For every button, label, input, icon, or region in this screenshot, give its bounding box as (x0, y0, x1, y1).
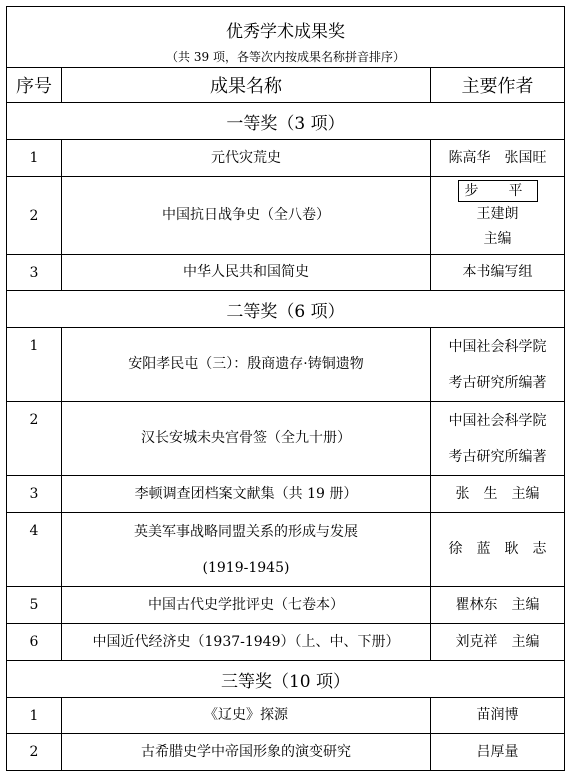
table-row (7, 140, 564, 177)
row-index: 6 (7, 624, 62, 660)
row-title: 元代灾荒史 (62, 140, 431, 176)
table-row (7, 513, 564, 587)
author-line: 主编 (483, 230, 512, 247)
col-header-name: 成果名称 (62, 68, 431, 102)
row-author: 徐 蓝 耿 志 (448, 541, 547, 557)
column-header-row (7, 68, 564, 103)
author-line: 王建朗 (476, 205, 519, 222)
row-title: 安阳孝民屯（三）：殷商遗存·铸铜遗物 (62, 328, 431, 401)
section-label: 二等奖（6 项） (226, 301, 345, 322)
table-row (7, 698, 564, 734)
table-row (7, 587, 564, 624)
table-row (7, 402, 564, 476)
section-header (7, 661, 564, 698)
row-author (431, 328, 564, 401)
col-header-author: 主要作者 (461, 76, 534, 97)
section-label: 三等奖（10 项） (220, 671, 351, 692)
table-title-row (7, 7, 564, 68)
author-line: 考古研究所编著 (448, 448, 547, 465)
row-title: 汉长安城未央宫骨签（全九十册） (62, 402, 431, 475)
row-index: 3 (7, 476, 62, 512)
section-label: 一等奖（3 项） (226, 113, 345, 134)
row-title: 中国古代史学批评史（七卷本） (62, 587, 431, 623)
table-title: 优秀学术成果奖 (226, 22, 345, 42)
section-header (7, 103, 564, 140)
row-index: 2 (7, 734, 62, 770)
table-row (7, 476, 564, 513)
row-author: 本书编写组 (462, 264, 533, 280)
row-title: 李顿调查团档案文献集（共 19 册） (62, 476, 431, 512)
row-index: 3 (7, 255, 62, 290)
awards-table (6, 6, 565, 771)
row-author: 刘克祥 主编 (455, 633, 540, 650)
author-line: 中国社会科学院 (448, 412, 547, 429)
row-title: 《辽史》探源 (62, 698, 431, 733)
row-title: 中国近代经济史（1937-1949）（上、中、下册） (62, 624, 431, 660)
row-author (431, 402, 564, 475)
row-index: 4 (7, 513, 62, 586)
title-line: (1919-1945) (202, 559, 290, 576)
row-index: 5 (7, 587, 62, 623)
row-author: 瞿林东 主编 (455, 596, 540, 613)
table-row (7, 255, 564, 291)
col-header-index: 序号 (7, 68, 62, 102)
row-title: 中华人民共和国简史 (62, 255, 431, 290)
table-row (7, 624, 564, 661)
table-subtitle: （共 39 项，各等次内按成果名称拼音排序） (166, 50, 405, 64)
row-author: 陈高华 张国旺 (448, 149, 547, 166)
table-row (7, 328, 564, 402)
row-index: 2 (7, 177, 62, 254)
row-index: 1 (7, 328, 62, 401)
row-title: 中国抗日战争史（全八卷） (62, 177, 431, 254)
row-index: 1 (7, 140, 62, 176)
author-line: 步 平 (458, 180, 538, 202)
row-author: 吕厚量 (476, 743, 519, 760)
title-line: 英美军事战略同盟关系的形成与发展 (134, 523, 358, 540)
section-header (7, 291, 564, 328)
row-title: 古希腊史学中帝国形象的演变研究 (62, 734, 431, 770)
table-row (7, 734, 564, 770)
row-author: 张 生 主编 (455, 485, 540, 502)
row-title (62, 513, 431, 586)
row-author: 苗润博 (476, 707, 519, 723)
table-row (7, 177, 564, 255)
author-line: 考古研究所编著 (448, 374, 547, 391)
author-line: 中国社会科学院 (448, 338, 547, 355)
row-index: 2 (7, 402, 62, 475)
row-index: 1 (7, 698, 62, 733)
row-author (431, 177, 564, 254)
